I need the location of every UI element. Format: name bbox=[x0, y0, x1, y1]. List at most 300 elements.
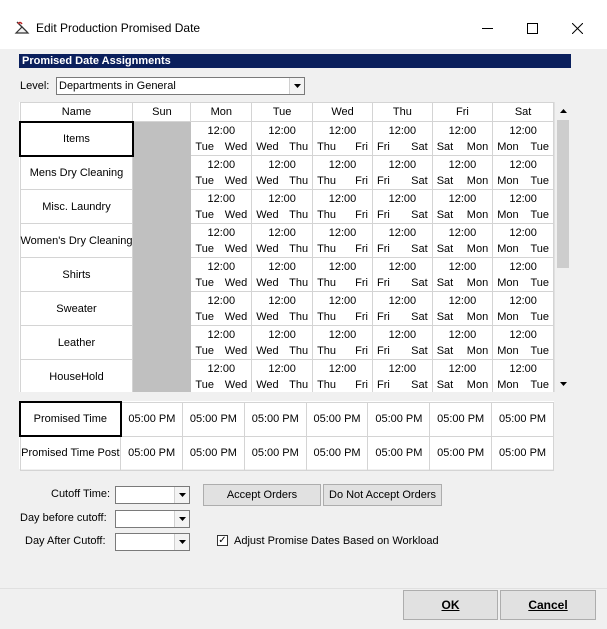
adjust-promise-dates-checkbox[interactable] bbox=[217, 535, 228, 546]
minimize-button[interactable] bbox=[464, 14, 510, 42]
day-cell-fri[interactable] bbox=[432, 156, 493, 190]
promise-day: Tue bbox=[195, 378, 214, 391]
arrow-up-icon bbox=[560, 109, 567, 113]
promise-day: Sat bbox=[411, 174, 428, 187]
time-row bbox=[20, 402, 554, 436]
promise-day: Thu bbox=[317, 310, 337, 323]
promise-day: Wed bbox=[224, 344, 248, 357]
row-name: Mens Dry Cleaning bbox=[29, 166, 124, 179]
table-row bbox=[20, 326, 554, 360]
promise-days bbox=[373, 241, 432, 257]
promise-day: Wed bbox=[224, 310, 248, 323]
promise-day: Tue bbox=[530, 242, 549, 255]
promise-day: Sat bbox=[436, 140, 454, 153]
cutoff-time-value: 12:00 bbox=[388, 328, 417, 341]
cutoff-time-value: 12:00 bbox=[268, 124, 296, 137]
promise-day: Wed bbox=[256, 174, 279, 187]
promise-day: Mon bbox=[466, 378, 489, 391]
promise-days bbox=[191, 377, 251, 393]
day-cell-tue[interactable] bbox=[252, 156, 313, 190]
promise-days bbox=[433, 309, 493, 325]
day-cell-sat[interactable] bbox=[493, 326, 554, 360]
grid-table bbox=[19, 102, 554, 392]
day-cell-fri[interactable] bbox=[432, 190, 493, 224]
day-cell-tue[interactable] bbox=[252, 122, 313, 156]
row-name-cell[interactable] bbox=[20, 292, 133, 326]
day-cell-thu[interactable] bbox=[373, 360, 433, 393]
day-before-cutoff-select[interactable] bbox=[115, 510, 190, 528]
cutoff-time-value: 12:00 bbox=[207, 362, 236, 375]
footer-divider bbox=[0, 588, 607, 589]
promise-day: Fri bbox=[355, 276, 368, 289]
day-cell-wed[interactable] bbox=[313, 224, 373, 258]
promise-day: Tue bbox=[195, 140, 214, 153]
cutoff-time-value: 12:00 bbox=[509, 328, 537, 341]
day-before-dropdown-button[interactable] bbox=[174, 511, 189, 527]
promise-days bbox=[252, 139, 312, 155]
promise-day: Fri bbox=[377, 344, 390, 357]
cutoff-time-value: 12:00 bbox=[448, 192, 477, 205]
cutoff-time-dropdown-button[interactable] bbox=[174, 487, 189, 503]
cutoff-time-label: Cutoff Time: bbox=[51, 488, 111, 500]
promise-days bbox=[433, 241, 493, 257]
promise-days bbox=[373, 207, 432, 223]
promise-day: Mon bbox=[497, 208, 519, 221]
row-name-cell[interactable] bbox=[20, 258, 133, 292]
row-name: Sweater bbox=[56, 302, 97, 315]
promise-day: Fri bbox=[377, 208, 390, 221]
day-cell-tue[interactable] bbox=[252, 258, 313, 292]
promise-day: Thu bbox=[317, 242, 337, 255]
sun-cell bbox=[133, 258, 191, 292]
day-cell-sat[interactable] bbox=[493, 156, 554, 190]
promise-day: Tue bbox=[530, 140, 549, 153]
cutoff-time-value: 12:00 bbox=[388, 294, 417, 307]
cutoff-time-value: 12:00 bbox=[509, 260, 537, 273]
promise-day: Thu bbox=[289, 344, 309, 357]
promise-day: Fri bbox=[377, 378, 390, 391]
time-cell[interactable]: 05:00 PM bbox=[368, 402, 430, 436]
promise-days bbox=[252, 241, 312, 257]
promise-days bbox=[433, 275, 493, 291]
day-cell-mon[interactable] bbox=[191, 122, 252, 156]
promise-days bbox=[191, 173, 251, 189]
column-header-mon: Mon bbox=[191, 103, 252, 122]
promise-day: Fri bbox=[377, 242, 390, 255]
window-title: Edit Production Promised Date bbox=[36, 21, 201, 35]
day-cell-thu[interactable] bbox=[373, 224, 433, 258]
cutoff-time-value: 12:00 bbox=[328, 192, 357, 205]
promise-day: Fri bbox=[355, 208, 368, 221]
promise-day: Mon bbox=[466, 140, 489, 153]
sun-cell bbox=[133, 224, 191, 258]
day-cell-sat[interactable] bbox=[493, 360, 554, 393]
day-cell-thu[interactable] bbox=[373, 258, 433, 292]
day-cell-mon[interactable] bbox=[191, 292, 252, 326]
cutoff-time-value: 12:00 bbox=[268, 192, 296, 205]
day-cell-sat[interactable] bbox=[493, 258, 554, 292]
promise-day: Thu bbox=[289, 174, 309, 187]
grid-vertical-scrollbar[interactable] bbox=[554, 102, 571, 392]
promise-day: Thu bbox=[289, 208, 309, 221]
minimize-icon bbox=[482, 23, 493, 34]
time-cell[interactable]: 05:00 PM bbox=[244, 436, 306, 470]
time-cell[interactable]: 05:00 PM bbox=[306, 436, 368, 470]
promise-days bbox=[191, 139, 251, 155]
time-cell[interactable]: 05:00 PM bbox=[183, 436, 245, 470]
row-name: HouseHold bbox=[49, 370, 104, 383]
table-row bbox=[20, 156, 554, 190]
promise-day: Tue bbox=[530, 310, 549, 323]
day-cell-fri[interactable] bbox=[432, 122, 493, 156]
promise-day: Wed bbox=[224, 208, 248, 221]
day-cell-thu[interactable] bbox=[373, 292, 433, 326]
promise-day: Tue bbox=[530, 276, 549, 289]
row-name: Items bbox=[63, 132, 90, 145]
promise-day: Wed bbox=[256, 140, 279, 153]
promise-days bbox=[191, 241, 251, 257]
cutoff-time-value: 12:00 bbox=[509, 362, 537, 375]
promise-day: Wed bbox=[256, 310, 279, 323]
promise-day: Fri bbox=[355, 174, 368, 187]
day-cell-wed[interactable] bbox=[313, 258, 373, 292]
day-cell-thu[interactable] bbox=[373, 190, 433, 224]
scroll-up-button[interactable] bbox=[555, 102, 572, 119]
promise-days bbox=[493, 377, 553, 393]
chevron-down-icon bbox=[179, 493, 186, 497]
promise-day: Fri bbox=[377, 310, 390, 323]
day-cell-tue[interactable] bbox=[252, 190, 313, 224]
cutoff-time-select[interactable] bbox=[115, 486, 190, 504]
day-cell-fri[interactable] bbox=[432, 292, 493, 326]
row-name-cell[interactable] bbox=[20, 190, 133, 224]
cutoff-time-value: 12:00 bbox=[328, 260, 357, 273]
table-row bbox=[20, 292, 554, 326]
promised-date-grid bbox=[19, 102, 554, 392]
promise-day: Tue bbox=[195, 208, 214, 221]
promise-day: Sat bbox=[411, 310, 428, 323]
day-cell-mon[interactable] bbox=[191, 326, 252, 360]
cutoff-time-value: 12:00 bbox=[388, 226, 417, 239]
maximize-button[interactable] bbox=[509, 14, 555, 42]
promise-day: Mon bbox=[466, 208, 489, 221]
promise-day: Thu bbox=[289, 310, 309, 323]
cutoff-time-value: 12:00 bbox=[388, 124, 417, 137]
promise-day: Thu bbox=[317, 174, 337, 187]
promise-day: Fri bbox=[355, 344, 368, 357]
promise-day: Mon bbox=[497, 140, 519, 153]
promise-days bbox=[373, 309, 432, 325]
promise-day: Wed bbox=[224, 378, 248, 391]
day-cell-wed[interactable] bbox=[313, 122, 373, 156]
promise-day: Fri bbox=[377, 276, 390, 289]
promise-day: Wed bbox=[224, 174, 248, 187]
chevron-down-icon bbox=[294, 84, 301, 88]
level-select[interactable] bbox=[56, 77, 305, 95]
cutoff-time-value: 12:00 bbox=[268, 362, 296, 375]
adjust-promise-dates-label: Adjust Promise Dates Based on Workload bbox=[234, 535, 439, 547]
level-value: Departments in General bbox=[59, 80, 176, 92]
cutoff-time-value: 12:00 bbox=[328, 158, 357, 171]
promise-days bbox=[493, 343, 553, 359]
sun-cell bbox=[133, 326, 191, 360]
do-not-accept-orders-button[interactable]: Do Not Accept Orders bbox=[323, 484, 442, 506]
day-cell-fri[interactable] bbox=[432, 258, 493, 292]
promise-days bbox=[313, 207, 372, 223]
time-row-name[interactable]: Promised Time bbox=[20, 402, 121, 436]
cutoff-time-value: 12:00 bbox=[448, 158, 477, 171]
day-cell-fri[interactable] bbox=[432, 360, 493, 393]
promise-day: Sat bbox=[436, 378, 454, 391]
promise-day: Wed bbox=[224, 242, 248, 255]
section-header: Promised Date Assignments bbox=[19, 54, 571, 68]
promise-day: Thu bbox=[317, 344, 337, 357]
promise-day: Mon bbox=[466, 242, 489, 255]
day-cell-wed[interactable] bbox=[313, 326, 373, 360]
cutoff-time-value: 12:00 bbox=[207, 226, 236, 239]
promise-day: Sat bbox=[436, 208, 454, 221]
promise-days bbox=[313, 139, 372, 155]
cutoff-time-value: 12:00 bbox=[448, 226, 477, 239]
day-cell-mon[interactable] bbox=[191, 258, 252, 292]
promise-day: Wed bbox=[256, 378, 279, 391]
time-row bbox=[20, 436, 554, 470]
cutoff-time-value: 12:00 bbox=[268, 226, 296, 239]
promise-day: Fri bbox=[355, 140, 368, 153]
promise-day: Tue bbox=[195, 310, 214, 323]
promise-day: Sat bbox=[411, 276, 428, 289]
promise-days bbox=[373, 275, 432, 291]
promise-day: Tue bbox=[530, 174, 549, 187]
scroll-down-button[interactable] bbox=[555, 375, 572, 392]
promise-day: Wed bbox=[224, 276, 248, 289]
promise-day: Thu bbox=[317, 276, 337, 289]
day-cell-tue[interactable] bbox=[252, 360, 313, 393]
promise-days bbox=[313, 241, 372, 257]
scroll-thumb[interactable] bbox=[557, 120, 569, 268]
promise-days bbox=[433, 377, 493, 393]
app-hanger-icon bbox=[14, 20, 30, 36]
column-header-thu: Thu bbox=[373, 103, 433, 122]
row-name-cell[interactable] bbox=[20, 156, 133, 190]
promise-days bbox=[493, 275, 553, 291]
day-cell-thu[interactable] bbox=[373, 326, 433, 360]
promise-day: Tue bbox=[195, 344, 214, 357]
day-cell-sat[interactable] bbox=[493, 190, 554, 224]
promise-days bbox=[313, 275, 372, 291]
row-name: Shirts bbox=[62, 268, 91, 281]
ok-button[interactable]: OK bbox=[403, 590, 498, 620]
promise-day: Wed bbox=[256, 276, 279, 289]
day-cell-thu[interactable] bbox=[373, 156, 433, 190]
day-after-cutoff-label: Day After Cutoff: bbox=[25, 535, 106, 547]
cutoff-time-value: 12:00 bbox=[388, 192, 417, 205]
promise-days bbox=[493, 139, 553, 155]
promise-day: Sat bbox=[436, 344, 454, 357]
day-cell-tue[interactable] bbox=[252, 224, 313, 258]
promise-day: Sat bbox=[436, 310, 454, 323]
cutoff-time-value: 12:00 bbox=[328, 294, 357, 307]
cutoff-time-value: 12:00 bbox=[388, 158, 417, 171]
day-after-dropdown-button[interactable] bbox=[174, 534, 189, 550]
promise-day: Sat bbox=[411, 208, 428, 221]
cutoff-time-value: 12:00 bbox=[328, 226, 357, 239]
row-name-cell[interactable] bbox=[20, 122, 133, 156]
promise-day: Wed bbox=[256, 242, 279, 255]
cutoff-time-value: 12:00 bbox=[207, 158, 236, 171]
close-icon bbox=[572, 23, 583, 34]
day-cell-wed[interactable] bbox=[313, 156, 373, 190]
time-row-name[interactable]: Promised Time Post bbox=[20, 436, 121, 470]
day-cell-sat[interactable] bbox=[493, 292, 554, 326]
day-cell-mon[interactable] bbox=[191, 156, 252, 190]
promise-days bbox=[191, 343, 251, 359]
cutoff-time-value: 12:00 bbox=[448, 260, 477, 273]
time-cell[interactable]: 05:00 PM bbox=[430, 402, 492, 436]
promise-day: Mon bbox=[497, 276, 519, 289]
promise-day: Thu bbox=[289, 276, 309, 289]
day-cell-fri[interactable] bbox=[432, 224, 493, 258]
arrow-down-icon bbox=[560, 382, 567, 386]
promise-day: Mon bbox=[497, 378, 519, 391]
promise-day: Thu bbox=[317, 140, 337, 153]
day-cell-wed[interactable] bbox=[313, 190, 373, 224]
day-cell-mon[interactable] bbox=[191, 224, 252, 258]
chevron-down-icon bbox=[179, 517, 186, 521]
promise-day: Mon bbox=[497, 174, 519, 187]
promise-day: Wed bbox=[224, 140, 248, 153]
day-cell-mon[interactable] bbox=[191, 190, 252, 224]
promise-days bbox=[252, 377, 312, 393]
promise-days bbox=[252, 343, 312, 359]
day-cell-tue[interactable] bbox=[252, 326, 313, 360]
day-cell-thu[interactable] bbox=[373, 122, 433, 156]
day-after-cutoff-select[interactable] bbox=[115, 533, 190, 551]
promise-day: Tue bbox=[530, 208, 549, 221]
promise-days bbox=[493, 207, 553, 223]
title-bar bbox=[0, 0, 607, 49]
sun-cell bbox=[133, 122, 191, 156]
day-cell-fri[interactable] bbox=[432, 326, 493, 360]
sun-cell bbox=[133, 156, 191, 190]
cutoff-time-value: 12:00 bbox=[448, 362, 477, 375]
cutoff-time-value: 12:00 bbox=[268, 294, 296, 307]
column-header-sun: Sun bbox=[133, 103, 191, 122]
promise-days bbox=[191, 309, 251, 325]
day-cell-mon[interactable] bbox=[191, 360, 252, 393]
promise-day: Thu bbox=[289, 242, 309, 255]
cutoff-time-value: 12:00 bbox=[207, 124, 236, 137]
time-cell[interactable]: 05:00 PM bbox=[306, 402, 368, 436]
cutoff-time-value: 12:00 bbox=[328, 124, 357, 137]
cutoff-time-value: 12:00 bbox=[448, 124, 477, 137]
promise-day: Mon bbox=[466, 310, 489, 323]
level-dropdown-button[interactable] bbox=[289, 78, 304, 94]
promise-day: Fri bbox=[355, 378, 368, 391]
day-cell-sat[interactable] bbox=[493, 122, 554, 156]
promise-day: Fri bbox=[377, 174, 390, 187]
row-name: Misc. Laundry bbox=[42, 200, 111, 213]
promised-time-grid bbox=[19, 401, 554, 469]
promise-day: Sat bbox=[411, 378, 428, 391]
promise-day: Mon bbox=[466, 276, 489, 289]
promise-days bbox=[252, 207, 312, 223]
cutoff-time-value: 12:00 bbox=[207, 260, 236, 273]
day-cell-wed[interactable] bbox=[313, 360, 373, 393]
cutoff-time-value: 12:00 bbox=[388, 260, 417, 273]
cutoff-time-value: 12:00 bbox=[268, 158, 296, 171]
row-name: Women's Dry Cleaning bbox=[20, 234, 133, 247]
cutoff-time-value: 12:00 bbox=[509, 226, 537, 239]
promise-days bbox=[493, 173, 553, 189]
time-cell[interactable]: 05:00 PM bbox=[368, 436, 430, 470]
promise-days bbox=[313, 343, 372, 359]
level-label: Level: bbox=[20, 80, 50, 92]
promise-day: Wed bbox=[256, 208, 279, 221]
maximize-icon bbox=[527, 23, 538, 34]
promise-day: Sat bbox=[436, 276, 454, 289]
cutoff-time-value: 12:00 bbox=[509, 294, 537, 307]
promise-days bbox=[373, 343, 432, 359]
cutoff-time-value: 12:00 bbox=[448, 294, 477, 307]
promise-days bbox=[433, 173, 493, 189]
row-name-cell[interactable] bbox=[20, 360, 133, 393]
cutoff-time-value: 12:00 bbox=[268, 260, 296, 273]
day-cell-tue[interactable] bbox=[252, 292, 313, 326]
promise-day: Tue bbox=[195, 242, 214, 255]
day-cell-wed[interactable] bbox=[313, 292, 373, 326]
promise-day: Thu bbox=[289, 140, 309, 153]
time-cell[interactable]: 05:00 PM bbox=[492, 436, 554, 470]
time-cell[interactable]: 05:00 PM bbox=[244, 402, 306, 436]
promise-days bbox=[191, 207, 251, 223]
promise-day: Thu bbox=[289, 378, 309, 391]
table-row bbox=[20, 122, 554, 156]
cutoff-time-value: 12:00 bbox=[207, 328, 236, 341]
promise-day: Tue bbox=[530, 378, 549, 391]
row-name-cell[interactable] bbox=[20, 224, 133, 258]
row-name-cell[interactable] bbox=[20, 326, 133, 360]
day-cell-sat[interactable] bbox=[493, 224, 554, 258]
promise-day: Thu bbox=[317, 378, 337, 391]
promise-days bbox=[433, 139, 493, 155]
time-cell[interactable]: 05:00 PM bbox=[430, 436, 492, 470]
time-cell[interactable]: 05:00 PM bbox=[121, 402, 183, 436]
sun-cell bbox=[133, 190, 191, 224]
close-button[interactable] bbox=[554, 14, 600, 42]
cancel-button[interactable]: Cancel bbox=[500, 590, 596, 620]
column-header-tue: Tue bbox=[252, 103, 313, 122]
column-header-fri: Fri bbox=[432, 103, 493, 122]
promise-day: Tue bbox=[195, 174, 214, 187]
cutoff-time-value: 12:00 bbox=[268, 328, 296, 341]
table-row bbox=[20, 190, 554, 224]
accept-orders-button[interactable]: Accept Orders bbox=[203, 484, 321, 506]
promise-day: Sat bbox=[411, 140, 428, 153]
time-cell[interactable]: 05:00 PM bbox=[492, 402, 554, 436]
cutoff-time-value: 12:00 bbox=[328, 362, 357, 375]
table-row bbox=[20, 258, 554, 292]
promise-days bbox=[313, 309, 372, 325]
table-row bbox=[20, 224, 554, 258]
time-cell[interactable]: 05:00 PM bbox=[183, 402, 245, 436]
promise-days bbox=[373, 139, 432, 155]
promise-day: Mon bbox=[497, 242, 519, 255]
promise-days bbox=[433, 343, 493, 359]
promise-day: Thu bbox=[317, 208, 337, 221]
sun-cell bbox=[133, 292, 191, 326]
time-cell[interactable]: 05:00 PM bbox=[121, 436, 183, 470]
